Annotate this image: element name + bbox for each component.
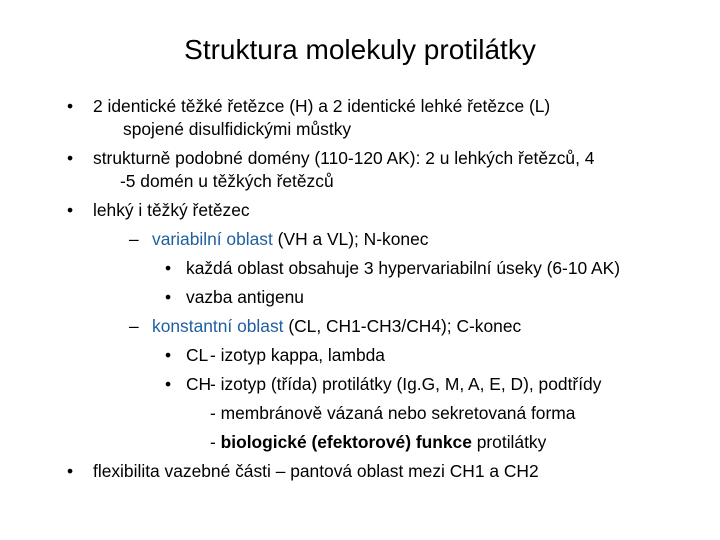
sub-bullet-marker: • [165,258,172,278]
sub-bullet-text: vazba antigenu [186,287,304,307]
variable-region-term: variabilní oblast [152,229,273,249]
effector-function-term: biologické (efektorové) funkce [220,432,472,452]
bullet-marker: • [67,461,74,481]
sub-bullet-marker: • [165,287,172,307]
sub-bullet-marker: • [165,374,172,394]
ch-label: CH [186,374,212,394]
constant-region-line [152,315,521,337]
bullet-text: 2 identické těžké řetězce (H) a 2 identické lehké řetězce (L) [93,96,551,116]
ch-desc-3-prefix: - [210,432,221,452]
cl-desc: - izotyp kappa, lambda [210,345,385,365]
dash-marker: – [129,316,139,336]
variable-region-line [152,228,428,250]
ch-desc-3 [210,431,546,453]
dash-marker: – [129,229,139,249]
bullet-text: lehký i těžký řetězec [93,200,250,220]
slide-title: Struktura molekuly protilátky [184,34,536,65]
ch-desc: - izotyp (třída) protilátky (Ig.G, M, A, E, D), podtřídy [210,374,602,394]
variable-region-desc: (VH a VL); N-konec [272,229,429,249]
bullet-text: flexibilita vazebné části – pantová oblast mezi CH1 a CH2 [93,461,539,481]
bullet-marker: • [67,200,74,220]
bullet-text-continuation: -5 domén u těžkých řetězců [120,171,334,191]
bullet-marker: • [67,96,74,116]
cl-label: CL [186,345,209,365]
bullet-marker: • [67,148,74,168]
sub-bullet-text: každá oblast obsahuje 3 hypervariabilní úseky (6-10 AK) [186,258,621,278]
constant-region-desc: (CL, CH1-CH3/CH4); C-konec [283,316,522,336]
bullet-text-continuation: spojené disulfidickými můstky [123,119,352,139]
sub-bullet-marker: • [165,345,172,365]
bullet-text: strukturně podobné domény (110-120 AK): 2 u lehkých řetězců, 4 [93,148,595,168]
ch-desc-3-rest: protilátky [471,432,547,452]
ch-desc-2: - membránově vázaná nebo sekretovaná forma [210,403,576,423]
constant-region-term: konstantní oblast [152,316,284,336]
